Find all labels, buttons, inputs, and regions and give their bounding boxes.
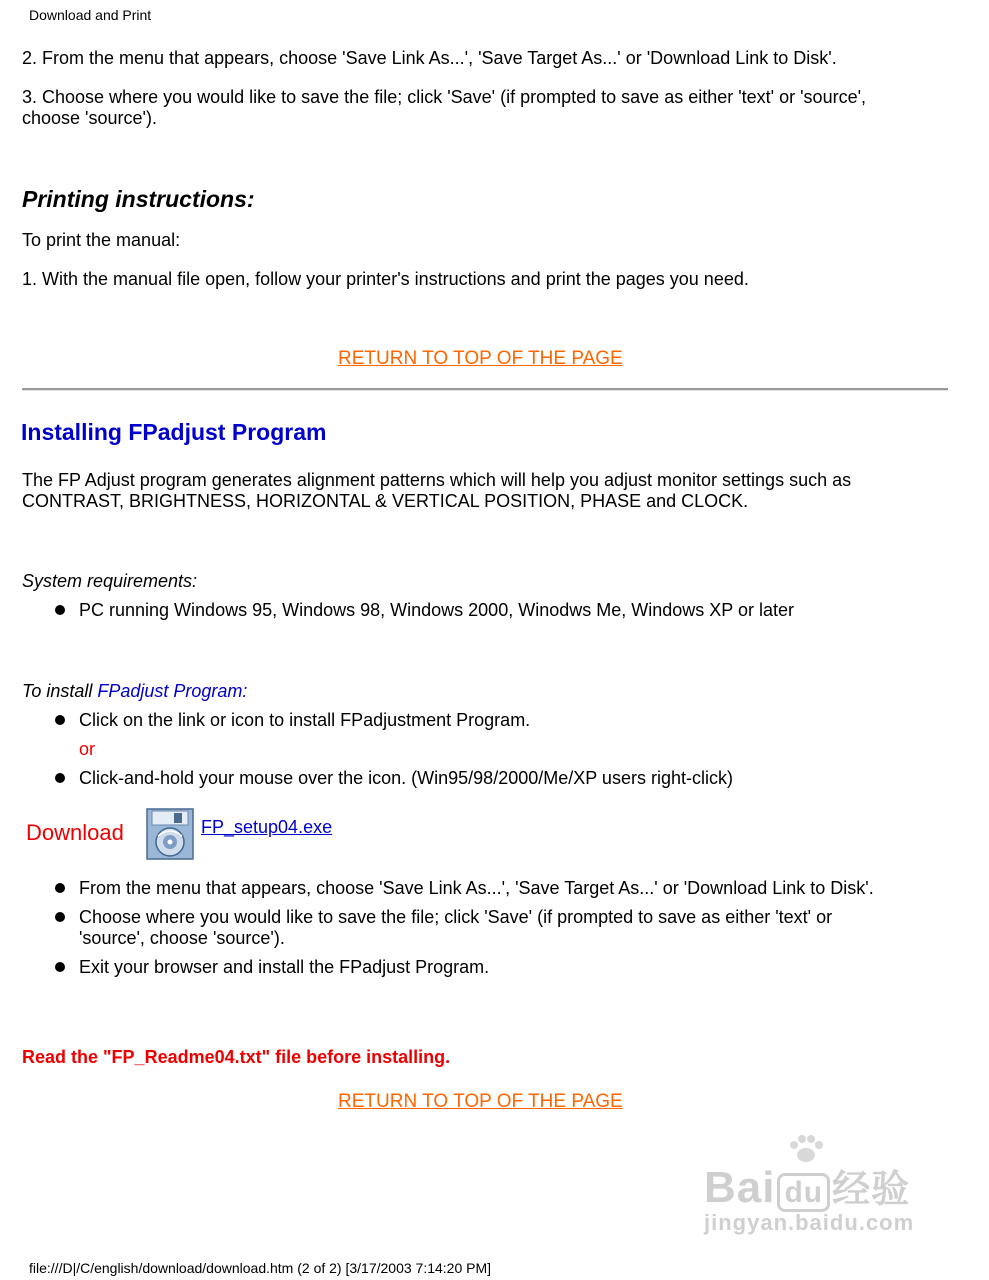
printing-intro: To print the manual: [22, 230, 181, 250]
to-install-prefix: To install [22, 681, 98, 701]
install-bullet-1-text: Click on the link or icon to install FPadjustment Program. [79, 710, 531, 730]
fp-setup-download-link[interactable]: FP_setup04.exe [201, 817, 333, 837]
install-bullet-3-text: From the menu that appears, choose 'Save Link As...', 'Save Target As...' or 'Download Link to Disk'. [79, 878, 874, 898]
step-2-text: 2. From the menu that appears, choose 'Save Link As...', 'Save Target As...' or 'Download Link to Disk'. [22, 48, 837, 68]
install-description-line-1: The FP Adjust program generates alignment patterns which will help you adjust monitor settings such as [22, 470, 852, 490]
download-label: Download [26, 820, 124, 845]
return-to-top-link-1[interactable]: RETURN TO TOP OF THE PAGE [338, 348, 623, 369]
install-bullet-4-line-1: Choose where you would like to save the file; click 'Save' (if prompted to save as either 'text' or [79, 907, 833, 927]
install-description-line-2: CONTRAST, BRIGHTNESS, HORIZONTAL & VERTICAL POSITION, PHASE and CLOCK. [22, 491, 749, 511]
system-requirements-item [55, 600, 794, 621]
watermark-cn: 经验 [832, 1169, 911, 1211]
watermark-brand-2: du [777, 1173, 830, 1212]
footer-file-path: file:///D|/C/english/download/download.htm (2 of 2) [3/17/2003 7:14:20 PM] [29, 1260, 492, 1276]
bullet-icon [55, 883, 65, 893]
paw-icon [786, 1133, 826, 1165]
bullet-icon [55, 962, 65, 972]
to-install-program-name: FPadjust Program: [97, 681, 248, 701]
install-bullet-4 [55, 907, 832, 949]
baidu-watermark-logo [704, 1158, 910, 1213]
install-bullet-3 [55, 878, 874, 899]
watermark-brand: Bai [704, 1163, 776, 1212]
step-3-line-1: 3. Choose where you would like to save the file; click 'Save' (if prompted to save as either 'text' or 'source', [22, 87, 867, 107]
floppy-disk-icon[interactable] [146, 808, 194, 860]
step-3-line-2: choose 'source'). [22, 108, 157, 128]
install-bullet-1 [55, 710, 530, 731]
readme-note: Read the "FP_Readme04.txt" file before installing. [22, 1047, 451, 1067]
install-bullet-5 [55, 957, 489, 978]
or-separator: or [79, 739, 96, 759]
bullet-icon [55, 715, 65, 725]
system-requirements-text: PC running Windows 95, Windows 98, Windows 2000, Winodws Me, Windows XP or later [79, 600, 794, 620]
install-description [22, 470, 851, 512]
watermark-url: jingyan.baidu.com [704, 1210, 915, 1235]
to-install-label [22, 681, 247, 702]
printing-heading: Printing instructions: [22, 186, 255, 212]
bullet-icon [55, 605, 65, 615]
page-header-title: Download and Print [29, 7, 152, 23]
install-bullet-4-text [79, 907, 832, 949]
install-heading: Installing FPadjust Program [21, 419, 327, 445]
system-requirements-label: System requirements: [22, 571, 198, 591]
step-3-text [22, 87, 866, 129]
bullet-icon [55, 773, 65, 783]
install-bullet-4-line-2: 'source', choose 'source'). [79, 928, 285, 948]
install-bullet-2-text: Click-and-hold your mouse over the icon. (Win95/98/2000/Me/XP users right-click) [79, 768, 733, 788]
install-bullet-5-text: Exit your browser and install the FPadjust Program. [79, 957, 490, 977]
install-bullet-2 [55, 768, 733, 789]
bullet-icon [55, 912, 65, 922]
return-to-top-link-2[interactable]: RETURN TO TOP OF THE PAGE [338, 1091, 623, 1112]
printing-step-1: 1. With the manual file open, follow your printer's instructions and print the pages you need. [22, 269, 749, 289]
horizontal-divider [22, 388, 948, 391]
